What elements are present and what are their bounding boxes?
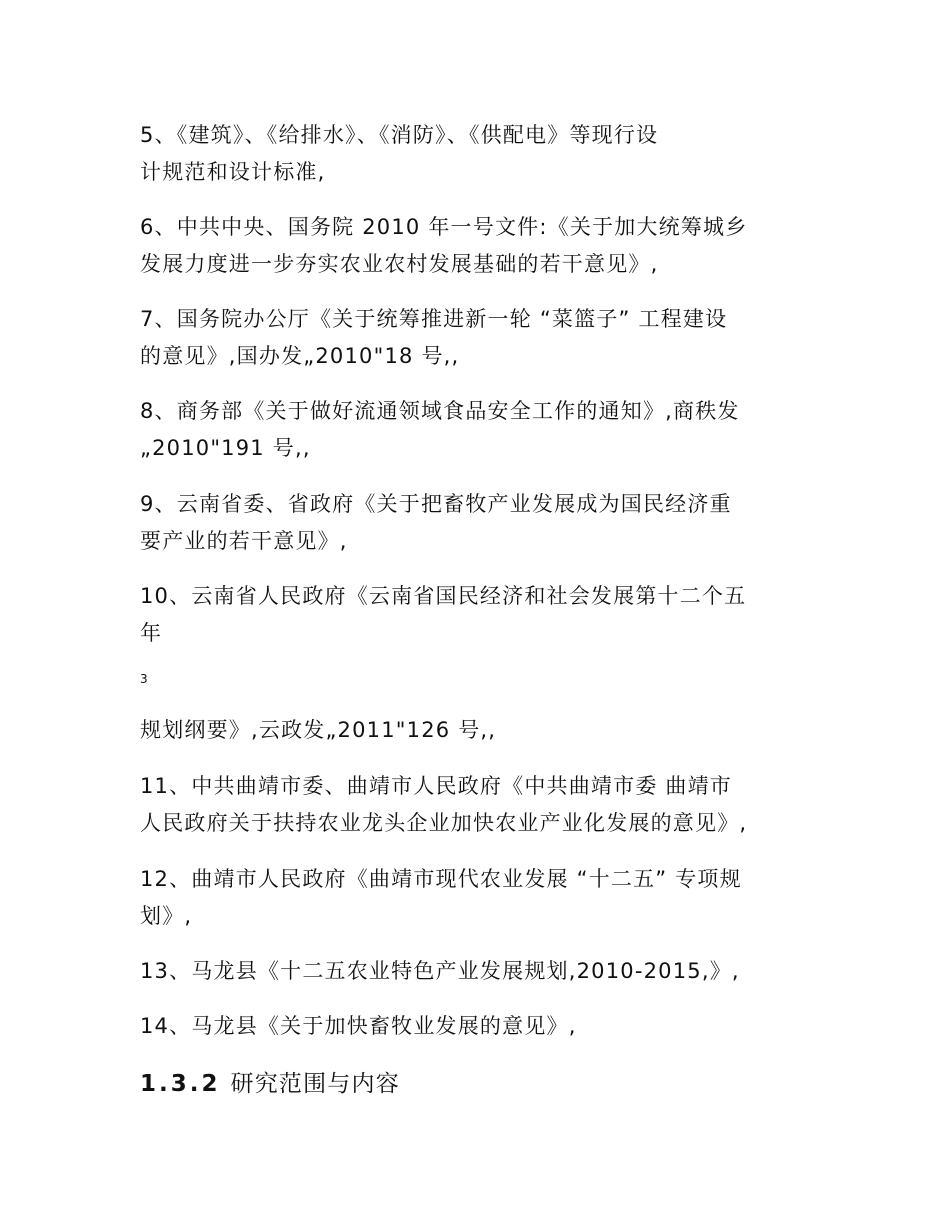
section-number: 1.3.2 xyxy=(140,1071,221,1097)
page-number: 3 xyxy=(140,672,148,686)
reference-item-9 xyxy=(140,486,732,560)
reference-item-11 xyxy=(140,768,747,842)
reference-line: 规划纲要》,云政发„2011"126 号,, xyxy=(140,718,497,742)
reference-item-7 xyxy=(140,301,727,375)
reference-item-10 xyxy=(140,578,746,652)
reference-line: 7、国务院办公厅《关于统筹推进新一轮 “菜篮子” 工程建设 xyxy=(140,307,728,331)
section-heading xyxy=(140,1066,400,1102)
reference-line: 年 xyxy=(140,621,163,645)
reference-item-6 xyxy=(140,209,747,283)
reference-item-5 xyxy=(140,117,658,191)
reference-item-10-continued xyxy=(140,712,496,749)
section-title: 研究范围与内容 xyxy=(230,1071,400,1097)
reference-item-8 xyxy=(140,393,740,467)
reference-line: 9、云南省委、省政府《关于把畜牧产业发展成为国民经济重 xyxy=(140,492,732,516)
reference-line: 的意见》,国办发„2010"18 号,, xyxy=(140,344,460,368)
reference-line: 14、马龙县《关于加快畜牧业发展的意见》, xyxy=(140,1014,577,1038)
reference-line: 发展力度进一步夯实农业农村发展基础的若干意见》, xyxy=(140,252,659,276)
reference-line: 8、商务部《关于做好流通领域食品安全工作的通知》,商秩发 xyxy=(140,399,740,423)
reference-line: 11、中共曲靖市委、曲靖市人民政府《中共曲靖市委 曲靖市 xyxy=(140,774,732,798)
reference-item-13 xyxy=(140,953,740,990)
reference-line: 6、中共中央、国务院 2010 年一号文件:《关于加大统筹城乡 xyxy=(140,215,748,239)
reference-line: 计规范和设计标准, xyxy=(140,160,326,184)
reference-line: „2010"191 号,, xyxy=(140,436,311,460)
reference-line: 5、《建筑》、《给排水》、《消防》、《供配电》等现行设 xyxy=(140,123,659,147)
reference-line: 10、云南省人民政府《云南省国民经济和社会发展第十二个五 xyxy=(140,584,747,608)
reference-item-14 xyxy=(140,1008,577,1045)
reference-line: 划》, xyxy=(140,904,193,928)
reference-line: 12、曲靖市人民政府《曲靖市现代农业发展 “十二五” 专项规 xyxy=(140,867,742,891)
reference-line: 13、马龙县《十二五农业特色产业发展规划,2010-2015,》, xyxy=(140,959,740,983)
reference-line: 人民政府关于扶持农业龙头企业加快农业产业化发展的意见》, xyxy=(140,811,748,835)
reference-line: 要产业的若干意见》, xyxy=(140,529,348,553)
reference-item-12 xyxy=(140,861,742,935)
